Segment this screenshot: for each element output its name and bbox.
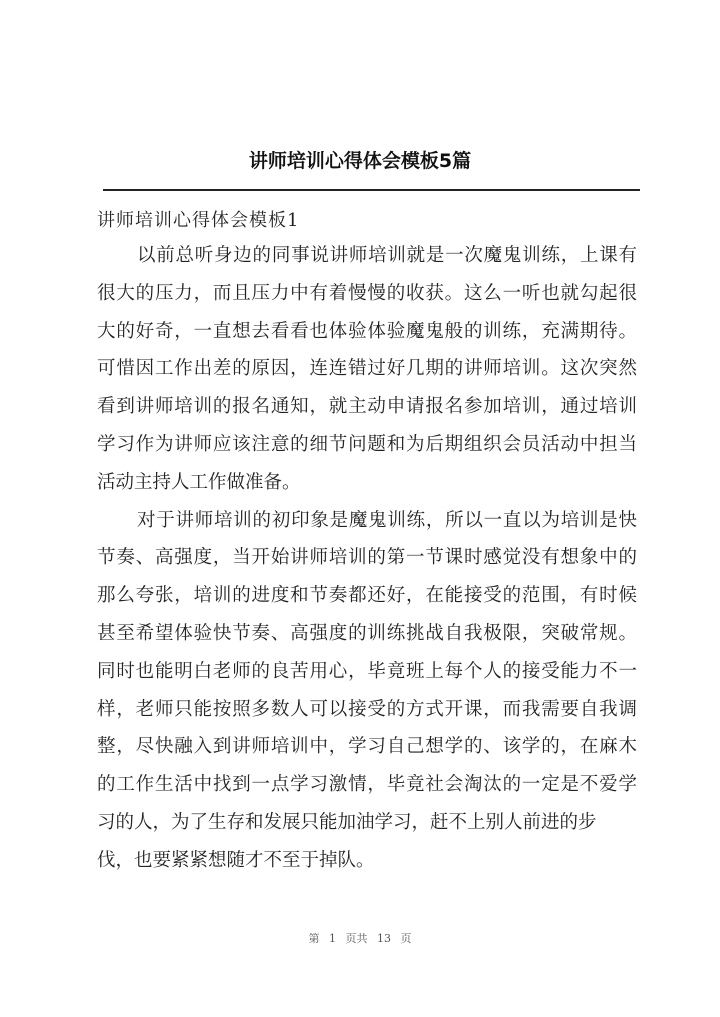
paragraph-line: 以前总听身边的同事说讲师培训就是一次魔鬼训练，上课有: [137, 245, 637, 266]
paragraph-line: 甚至希望体验快节奏、高强度的训练挑战自我极限，突破常规。: [97, 622, 637, 644]
document-title: 讲师培训心得体会模板5篇: [248, 150, 472, 172]
page-footer: 第 1 页共 13 页: [308, 932, 412, 945]
paragraph-line: 样，老师只能按照多数人可以接受的方式开课，而我需要自我调: [97, 698, 637, 720]
paragraph-line: 活动主持人工作做准备。: [97, 471, 301, 493]
paragraph-line: 习的人，为了生存和发展只能加油学习，赶不上别人前进的步: [97, 811, 597, 833]
paragraph-line: 很大的压力，而且压力中有着慢慢的收获。这么一听也就勾起很: [97, 282, 637, 304]
paragraph-line: 看到讲师培训的报名通知，就主动申请报名参加培训，通过培训: [97, 396, 637, 418]
section-heading: 讲师培训心得体会模板1: [97, 210, 300, 231]
paragraph-line: 可惜因工作出差的原因，连连错过好几期的讲师培训。这次突然: [97, 358, 637, 380]
paragraph-line: 的工作生活中找到一点学习激情，毕竟社会淘汰的一定是不爱学: [97, 774, 637, 796]
paragraph-line: 节奏、高强度，当开始讲师培训的第一节课时感觉没有想象中的: [97, 547, 637, 569]
paragraph-line: 对于讲师培训的初印象是魔鬼训练，所以一直以为培训是快: [137, 509, 637, 531]
document-body: [97, 243, 637, 886]
title-divider: [103, 189, 640, 191]
paragraph-line: 大的好奇，一直想去看看也体验体验魔鬼般的训练，充满期待。: [97, 320, 637, 342]
paragraph-line: 学习作为讲师应该注意的细节问题和为后期组织会员活动中担当: [97, 433, 637, 455]
paragraph-line: 伐，也要紧紧想随才不至于掉队。: [97, 849, 375, 871]
paragraph-line: 整，尽快融入到讲师培训中，学习自己想学的、该学的，在麻木: [97, 736, 637, 758]
paragraph-line: 那么夸张，培训的进度和节奏都还好，在能接受的范围，有时候: [97, 585, 637, 607]
paragraph-line: 同时也能明白老师的良苦用心，毕竟班上每个人的接受能力不一: [97, 660, 637, 682]
